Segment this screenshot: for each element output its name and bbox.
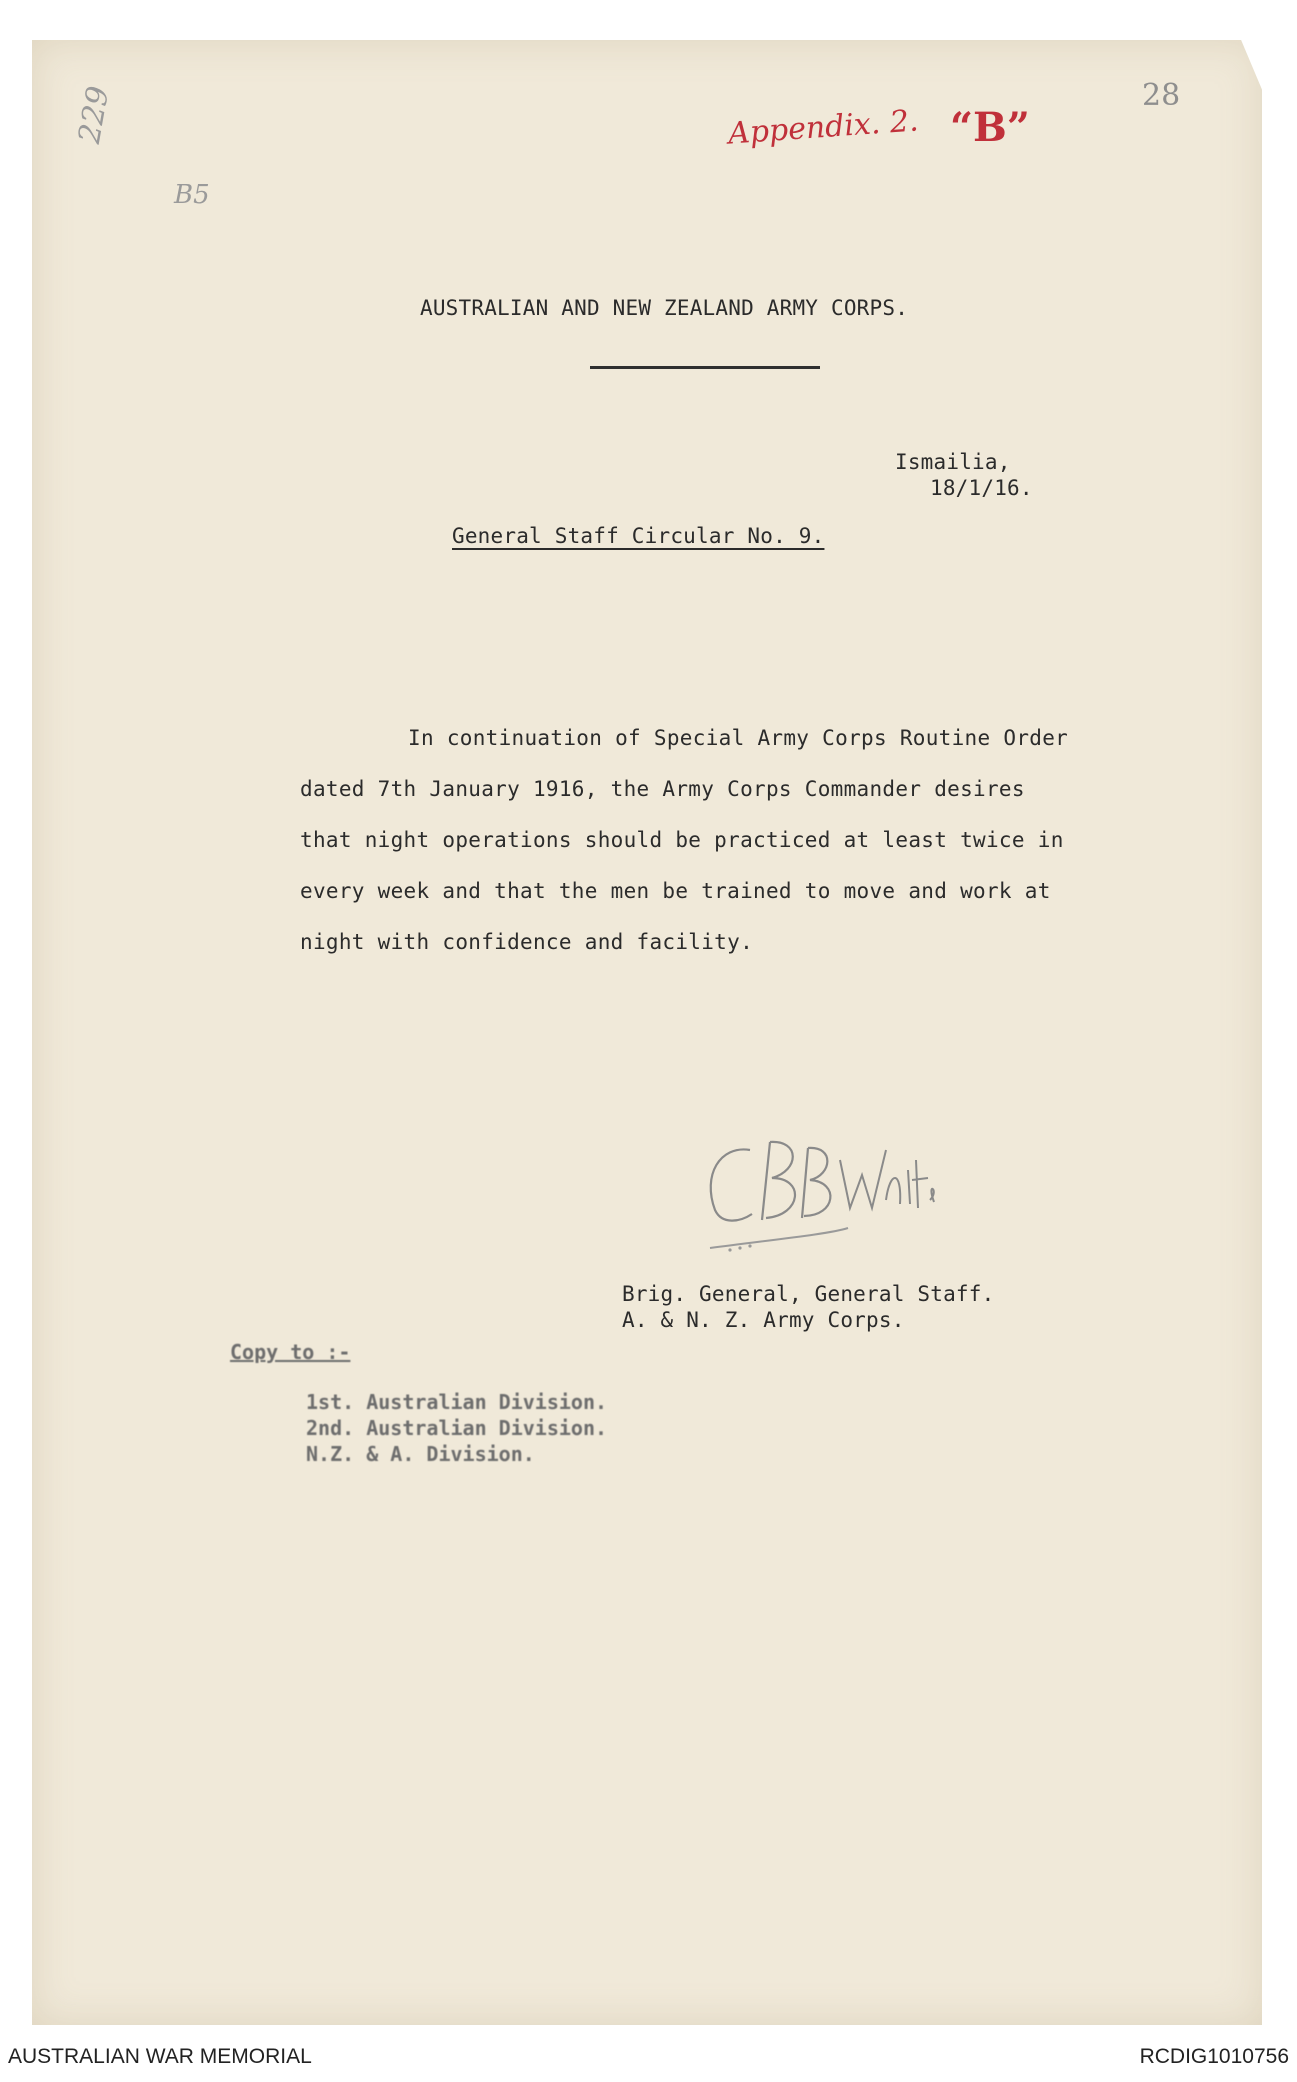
footer-institution: AUSTRALIAN WAR MEMORIAL bbox=[8, 2045, 312, 2068]
distribution-item: 1st. Australian Division. bbox=[306, 1390, 608, 1414]
footer-record-id: RCDIG1010756 bbox=[1139, 2045, 1289, 2068]
appendix-annotation: Appendix. 2. bbox=[727, 103, 920, 152]
pencil-reference: B5 bbox=[174, 180, 210, 210]
body-line-4: every week and that the men be trained to move and work at bbox=[300, 879, 1051, 903]
distribution-heading: Copy to :- bbox=[230, 1340, 351, 1364]
distribution-item: 2nd. Australian Division. bbox=[306, 1416, 608, 1440]
distribution-item: N.Z. & A. Division. bbox=[306, 1442, 535, 1466]
page-number: 28 bbox=[1142, 78, 1181, 113]
signature bbox=[690, 1130, 950, 1260]
date: 18/1/16. bbox=[930, 476, 1033, 500]
signatory-title-line1: Brig. General, General Staff. bbox=[622, 1282, 995, 1306]
appendix-letter: “B” bbox=[950, 104, 1030, 151]
circular-subject: General Staff Circular No. 9. bbox=[452, 524, 825, 548]
document-title: AUSTRALIAN AND NEW ZEALAND ARMY CORPS. bbox=[420, 296, 909, 320]
title-underline bbox=[590, 366, 820, 369]
body-line-1: In continuation of Special Army Corps Routine Order bbox=[408, 726, 1069, 750]
place: Ismailia, bbox=[895, 450, 1011, 474]
signatory-title-line2: A. & N. Z. Army Corps. bbox=[622, 1308, 905, 1332]
pencil-archive-number: 229 bbox=[72, 83, 117, 147]
document-page bbox=[32, 40, 1262, 2025]
body-line-5: night with confidence and facility. bbox=[300, 930, 754, 954]
body-line-3: that night operations should be practiced at least twice in bbox=[300, 828, 1064, 852]
body-line-2: dated 7th January 1916, the Army Corps Commander desires bbox=[300, 777, 1025, 801]
